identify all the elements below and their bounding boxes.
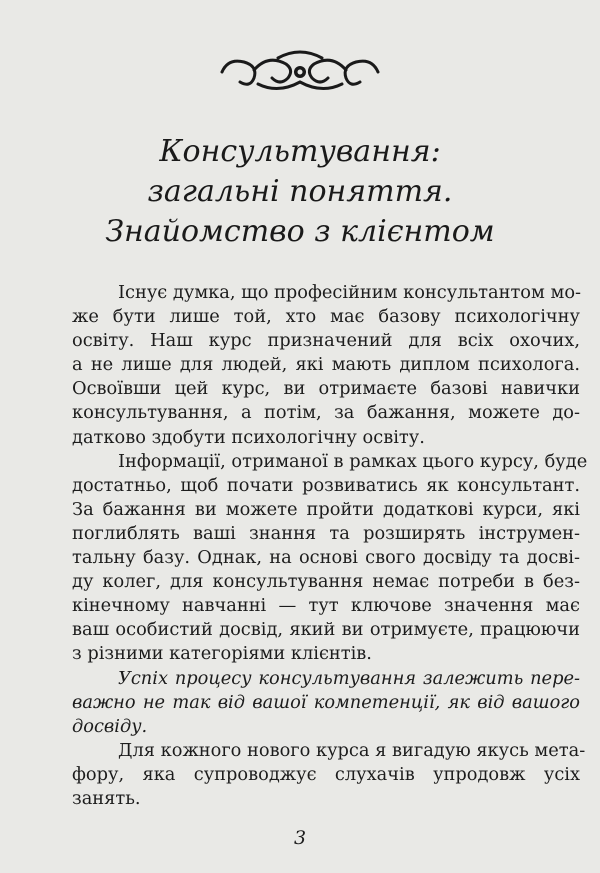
text-line: а не лише для людей, які мають диплом психолога. xyxy=(72,354,580,376)
chapter-body xyxy=(72,281,588,811)
chapter-title-line: Консультування: xyxy=(159,134,441,169)
paragraph xyxy=(72,281,580,450)
chapter-title-line: загальні поняття. xyxy=(147,174,453,209)
flourish-ornament-icon xyxy=(218,44,382,100)
text-line: Успіх процесу консультування залежить пере- xyxy=(118,667,580,689)
text-line: Для кожного нового курса я вигадую якусь мета- xyxy=(118,739,586,761)
text-line: консультування, а потім, за бажання, можете до- xyxy=(72,402,580,424)
text-line: кінечному навчанні — тут ключове значення має xyxy=(72,595,580,617)
text-line: ваш особистий досвід, який ви отримуєте, працюючи xyxy=(72,619,580,641)
text-line: Існує думка, що професійним консультантом мо- xyxy=(118,282,582,303)
emphasis-paragraph xyxy=(72,667,580,739)
text-line: За бажання ви можете пройти додаткові курси, які xyxy=(72,498,580,520)
text-line: Інформації, отриманої в рамках цього курсу, буде xyxy=(118,450,588,472)
paragraph xyxy=(72,739,586,811)
text-line: достатньо, щоб почати розвиватись як консультант. xyxy=(72,474,580,496)
text-line: же бути лише той, хто має базову психологічну xyxy=(72,306,580,328)
text-line: освіту. Наш курс призначений для всіх охочих, xyxy=(72,330,580,352)
text-line: фору, яка супроводжує слухачів упродовж усіх xyxy=(72,763,580,785)
paragraph xyxy=(72,450,588,667)
text-line: тальну базу. Однак, на основі свого досвіду та досві- xyxy=(72,547,580,569)
text-line: занять. xyxy=(72,787,141,809)
text-line: ду колег, для консультування немає потреби в без- xyxy=(72,571,580,593)
page-number: 3 xyxy=(293,827,307,849)
text-line: досвіду. xyxy=(72,715,148,737)
text-line: Освоївши цей курс, ви отримаєте базові навички xyxy=(72,378,580,400)
text-line: датково здобути психологічну освіту. xyxy=(72,426,425,448)
chapter-title xyxy=(0,132,600,252)
text-line: з різними категоріями клієнтів. xyxy=(72,643,372,665)
text-line: важно не так від вашої компетенції, як від вашого xyxy=(72,691,580,713)
chapter-title-line: Знайомство з клієнтом xyxy=(105,214,495,249)
text-line: поглиблять ваші знання та розширять інструмен- xyxy=(72,522,580,544)
